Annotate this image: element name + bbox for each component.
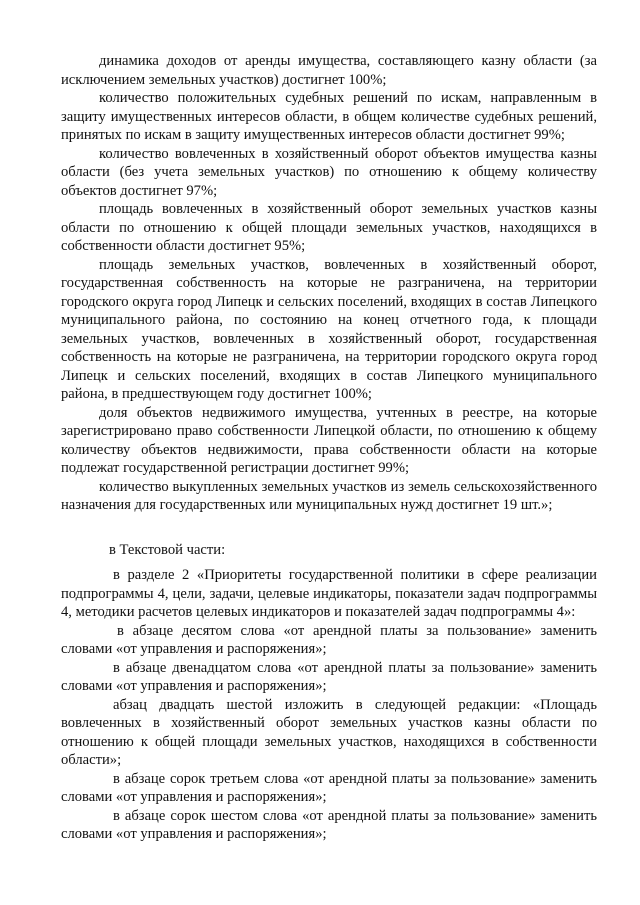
paragraph-land-area-lipetsk: площадь земельных участков, вовлеченных в хозяйственный оборот, государственная собственность на которые не разграничена, на территории городского округа город Липецк и сельских поселений, входящих в состав Липецкого муниципального района, по состоянию на конец отчетного года, к площади земельных участков, вовлеченных в хозяйственный оборот, государственная собственность на которые не разграничена, на территории городского округа город Липецк и сельских поселений, входящих в состав Липецкого муниципального района, в предшествующем году достигнет 100%; xyxy=(61,256,597,402)
section-heading: в Текстовой части: xyxy=(109,542,226,558)
section-heading-block xyxy=(61,541,597,560)
paragraph-section-2: в разделе 2 «Приоритеты государственной политики в сфере реализации подпрограммы 4, цели, задачи, целевые индикаторы, показатели задач подпрограммы 4, методики расчетов целевых индикаторов и показателей задач подпрограммы 4»: xyxy=(61,567,597,620)
paragraph-land-area-share: площадь вовлеченных в хозяйственный оборот земельных участков казны области по отношению к общей площади земельных участков, находящихся в собственности области достигнет 95%; xyxy=(61,201,597,254)
paragraph-abzac-43: в абзаце сорок третьем слова «от арендной платы за пользование» заменить словами «от управления и распоряжения»; xyxy=(61,770,597,805)
paragraph-abzac-26: абзац двадцать шестой изложить в следующей редакции: «Площадь вовлеченных в хозяйственный оборот земельных участков казны области по отношению к общей площади земельных участков, находящихся в собственности области»; xyxy=(61,696,597,768)
paragraph-court-decisions: количество положительных судебных решений по искам, направленным в защиту имущественных интересов области, в общем количестве судебных решений, принятых по искам в защиту имущественных интересов области достигнет 99%; xyxy=(61,90,597,143)
paragraph-registered-objects: доля объектов недвижимого имущества, учтенных в реестре, на которые зарегистрировано право собственности Липецкой области, по отношению к общему количеству объектов недвижимости, права собственности области на которые подлежат государственной регистрации достигнет 99%; xyxy=(61,404,597,476)
paragraph-purchased-plots: количество выкупленных земельных участков из земель сельскохозяйственного назначения для государственных или муниципальных нужд достигнет 19 шт.»; xyxy=(61,478,597,513)
amendments-list xyxy=(61,566,597,844)
paragraph-abzac-46: в абзаце сорок шестом слова «от арендной платы за пользование» заменить словами «от управления и распоряжения»; xyxy=(61,807,597,842)
indicators-list xyxy=(61,52,597,515)
paragraph-abzac-12: в абзаце двенадцатом слова «от арендной платы за пользование» заменить словами «от управления и распоряжения»; xyxy=(61,659,597,694)
paragraph-property-objects: количество вовлеченных в хозяйственный оборот объектов имущества казны области (без учета земельных участков) по отношению к общему количеству объектов достигнет 97%; xyxy=(61,145,597,199)
paragraph-rental-income: динамика доходов от аренды имущества, составляющего казну области (за исключением земельных участков) достигнет 100%; xyxy=(61,53,597,88)
paragraph-abzac-10: в абзаце десятом слова «от арендной платы за пользование» заменить словами «от управления и распоряжения»; xyxy=(61,622,597,657)
